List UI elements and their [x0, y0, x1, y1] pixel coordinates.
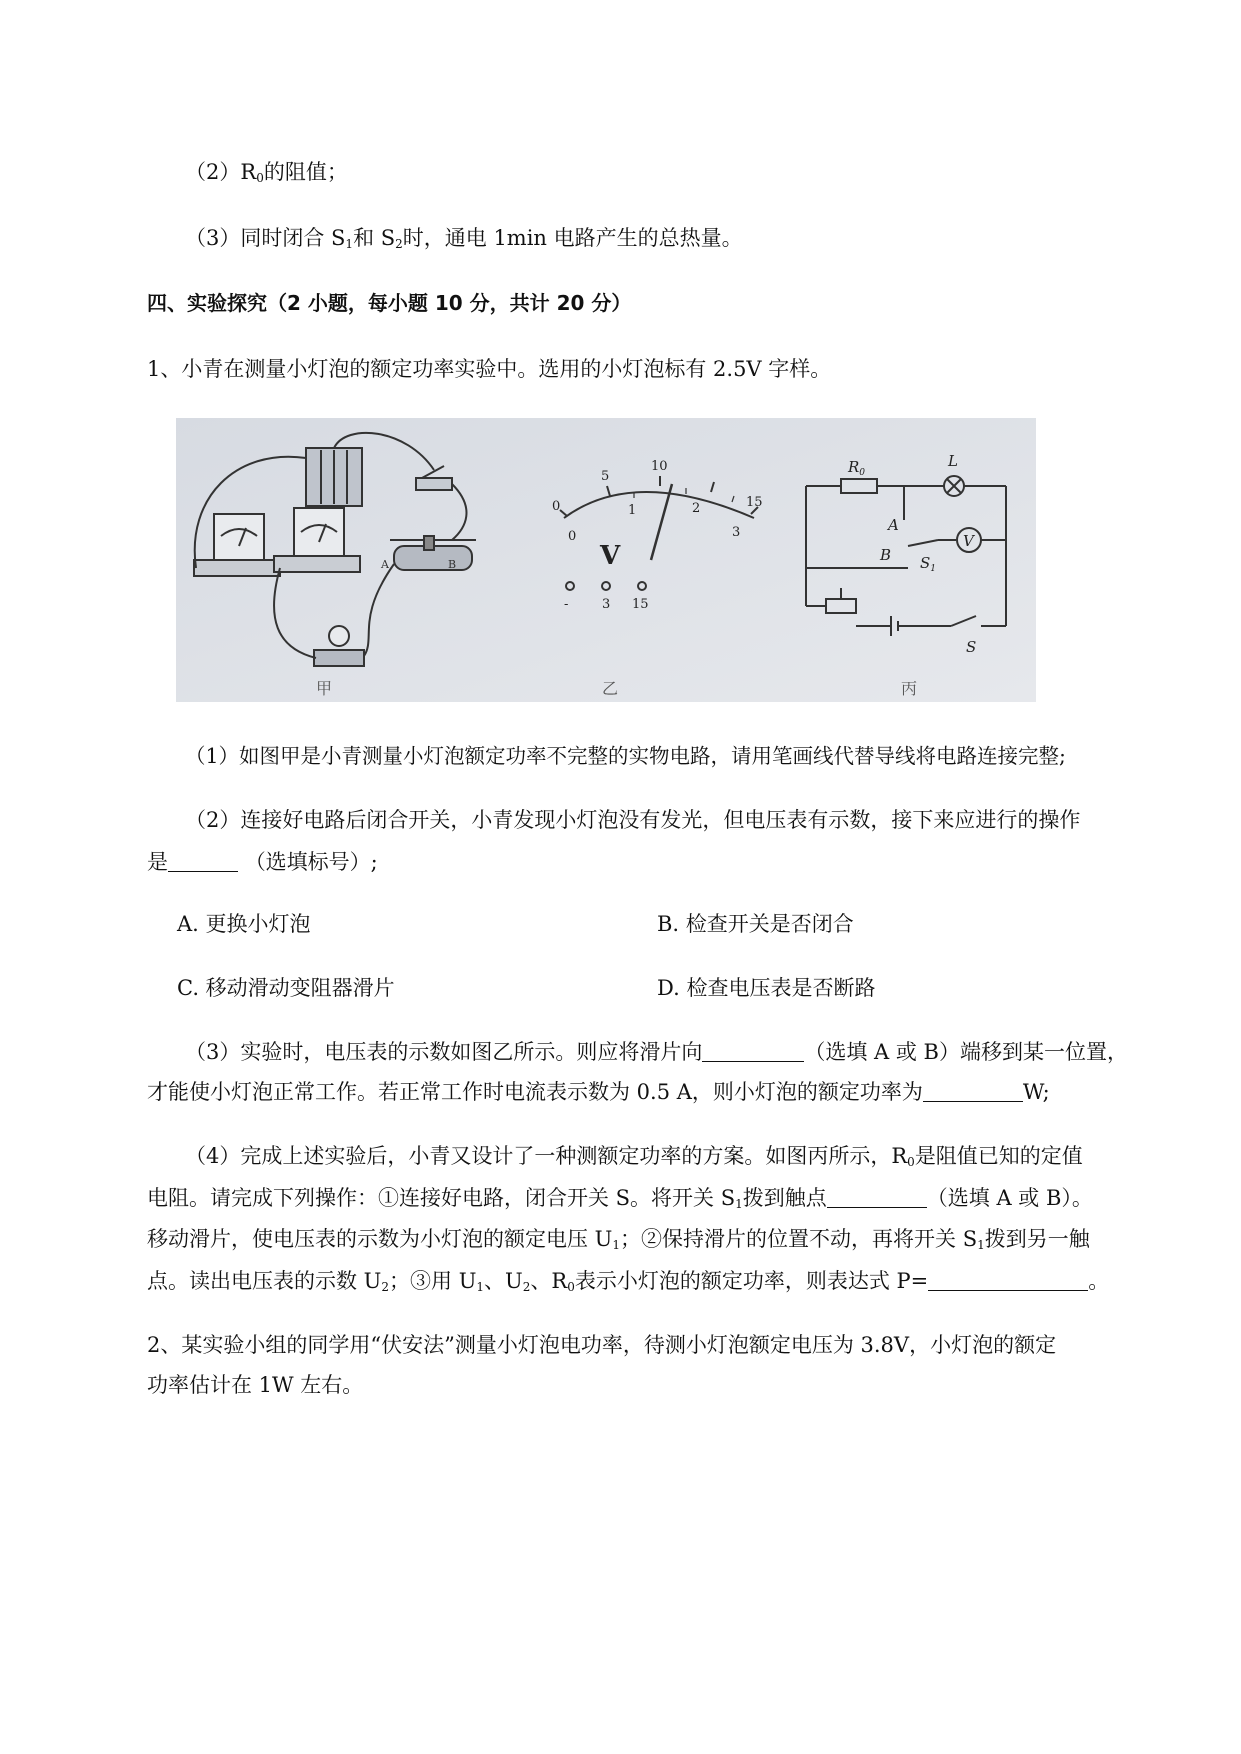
dial-bottom-1: 1 [628, 503, 637, 518]
caption-yi: 乙 [602, 679, 619, 698]
step-4d-text2: ；③用 U [389, 1269, 477, 1293]
answer-blank-4a[interactable] [827, 1187, 927, 1208]
step-4c-text1: 移动滑片，使电压表的示数为小灯泡的额定电压 U [147, 1227, 613, 1251]
problem-1-step-4a [185, 1144, 1083, 1169]
answer-blank-3b[interactable] [923, 1081, 1023, 1102]
voltmeter-base [274, 556, 360, 572]
problem-1-step-1: （1）如图甲是小青测量小灯泡额定功率不完整的实物电路，请用笔画线代替导线将电路连接完整; [185, 744, 1066, 768]
dial-bottom-2: 2 [692, 501, 701, 516]
label-r0-sub: 0 [859, 468, 866, 478]
dial-top-5: 5 [601, 469, 610, 484]
step-4b-sub: 1 [735, 1197, 743, 1211]
step-4b-text3: （选填 A 或 B）。 [926, 1186, 1093, 1210]
step-4d-sub2: 1 [476, 1280, 485, 1294]
problem-1-step-4d [147, 1269, 1109, 1294]
problem-1-step-4c [147, 1227, 1090, 1252]
label-lamp: L [948, 452, 958, 470]
switch-base [416, 478, 452, 490]
step-4d-text3: 、U [484, 1269, 523, 1293]
label-r0-main: R [848, 458, 860, 476]
figure-svg [176, 418, 1036, 702]
experiment-figure [176, 418, 1036, 702]
step-4b-text2: 拨到触点 [742, 1186, 827, 1210]
slider-label-a: A [381, 558, 389, 571]
step-4a-text2: 是阻值已知的定值 [914, 1144, 1083, 1168]
step-2b-suffix: （选填标号）; [244, 850, 378, 874]
problem-1-step-2a: （2）连接好电路后闭合开关，小青发现小灯泡没有发光，但电压表有示数，接下来应进行的操作 [185, 808, 1081, 832]
problem-1-step-3a [185, 1040, 1128, 1065]
label-s: S [966, 638, 977, 656]
terminal-label-15: 15 [632, 597, 649, 612]
label-s1-sub: 1 [930, 564, 937, 574]
option-b: B. 检查开关是否闭合 [657, 912, 854, 936]
label-a: A [888, 516, 899, 534]
q3-text-c: 时，通电 1min 电路产生的总热量。 [402, 226, 743, 250]
problem-2-line-1: 2、某实验小组的同学用“伏安法”测量小灯泡电功率，待测小灯泡额定电压为 3.8V，小灯泡的额定 [147, 1333, 1057, 1357]
ammeter-base [194, 560, 280, 576]
label-b: B [880, 546, 892, 564]
q2-text-a: （2）R [185, 160, 257, 184]
step-3b-text: 才能使小灯泡正常工作。若正常工作时电流表示数为 0.5 A，则小灯泡的额定功率为 [147, 1080, 923, 1104]
caption-jia: 甲 [316, 679, 333, 698]
step-4a-text: （4）完成上述实验后，小青又设计了一种测额定功率的方案。如图丙所示，R [185, 1144, 908, 1168]
step-4d-text4: 、R [530, 1269, 568, 1293]
bulb-base [314, 650, 364, 666]
q3-sub2: 2 [395, 237, 403, 251]
step-4d-text6: 。 [1088, 1269, 1110, 1293]
q3-text-a: （3）同时闭合 S [185, 226, 346, 250]
bulb-glass [329, 626, 349, 646]
problem-1-step-2b [147, 850, 378, 875]
slider-label-b: B [448, 558, 457, 571]
terminal-label-3: 3 [602, 597, 611, 612]
question-3-line [185, 226, 743, 251]
q2-text-b: 的阻值； [263, 160, 348, 184]
answer-blank-2[interactable] [168, 851, 238, 872]
dial-unit: V [600, 541, 621, 571]
q2-sub: 0 [256, 171, 264, 185]
option-c: C. 移动滑动变阻器滑片 [177, 976, 395, 1000]
q3-sub1: 1 [345, 237, 354, 251]
step-4c-sub: 1 [612, 1238, 621, 1252]
caption-bing: 丙 [901, 679, 918, 698]
step-4c-sub2: 1 [977, 1238, 985, 1252]
dial-top-10: 10 [651, 459, 668, 474]
problem-1-intro: 1、小青在测量小灯泡的额定功率实验中。选用的小灯泡标有 2.5V 字样。 [147, 357, 832, 381]
step-4d-sub4: 0 [567, 1280, 575, 1294]
label-v: V [963, 532, 974, 550]
answer-blank-4b[interactable] [928, 1270, 1088, 1291]
step-3b-unit: W; [1022, 1080, 1050, 1104]
rheostat-slider [424, 536, 434, 550]
step-4b-text1: 电阻。请完成下列操作：①连接好电路，闭合开关 S。将开关 S [147, 1186, 736, 1210]
dial-zero-top: 0 [552, 499, 561, 514]
option-d: D. 检查电压表是否断路 [657, 976, 876, 1000]
answer-blank-3a[interactable] [702, 1041, 804, 1062]
step-3a-text: （3）实验时，电压表的示数如图乙所示。则应将滑片向 [185, 1040, 703, 1064]
dial-bottom-3: 3 [732, 525, 741, 540]
step-3a-suffix: （选填 A 或 B）端移到某一位置， [804, 1040, 1128, 1064]
step-4d-sub3: 2 [522, 1280, 531, 1294]
step-4d-sub: 2 [381, 1280, 390, 1294]
dial-top-15: 15 [746, 495, 763, 510]
step-2b-prefix: 是 [147, 850, 168, 874]
terminal-label-minus: - [564, 597, 569, 612]
dial-bottom-0: 0 [568, 529, 577, 544]
q3-text-b: 和 S [353, 226, 396, 250]
section-title: 四、实验探究（2 小题，每小题 10 分，共计 20 分） [147, 291, 632, 315]
problem-1-step-3b [147, 1080, 1050, 1105]
step-4a-sub: 0 [907, 1155, 915, 1169]
question-2-line [185, 160, 348, 185]
step-4d-text1: 点。读出电压表的示数 U [147, 1269, 382, 1293]
ammeter-box [214, 514, 264, 560]
problem-2-line-2: 功率估计在 1W 左右。 [147, 1373, 364, 1397]
step-4c-text3: 拨到另一触 [984, 1227, 1090, 1251]
problem-1-step-4b [147, 1186, 1093, 1211]
step-4d-text5: 表示小灯泡的额定功率，则表达式 P= [574, 1269, 929, 1293]
step-4c-text2: ；②保持滑片的位置不动，再将开关 S [620, 1227, 978, 1251]
option-a: A. 更换小灯泡 [177, 912, 311, 936]
label-s1-main: S [920, 554, 931, 572]
